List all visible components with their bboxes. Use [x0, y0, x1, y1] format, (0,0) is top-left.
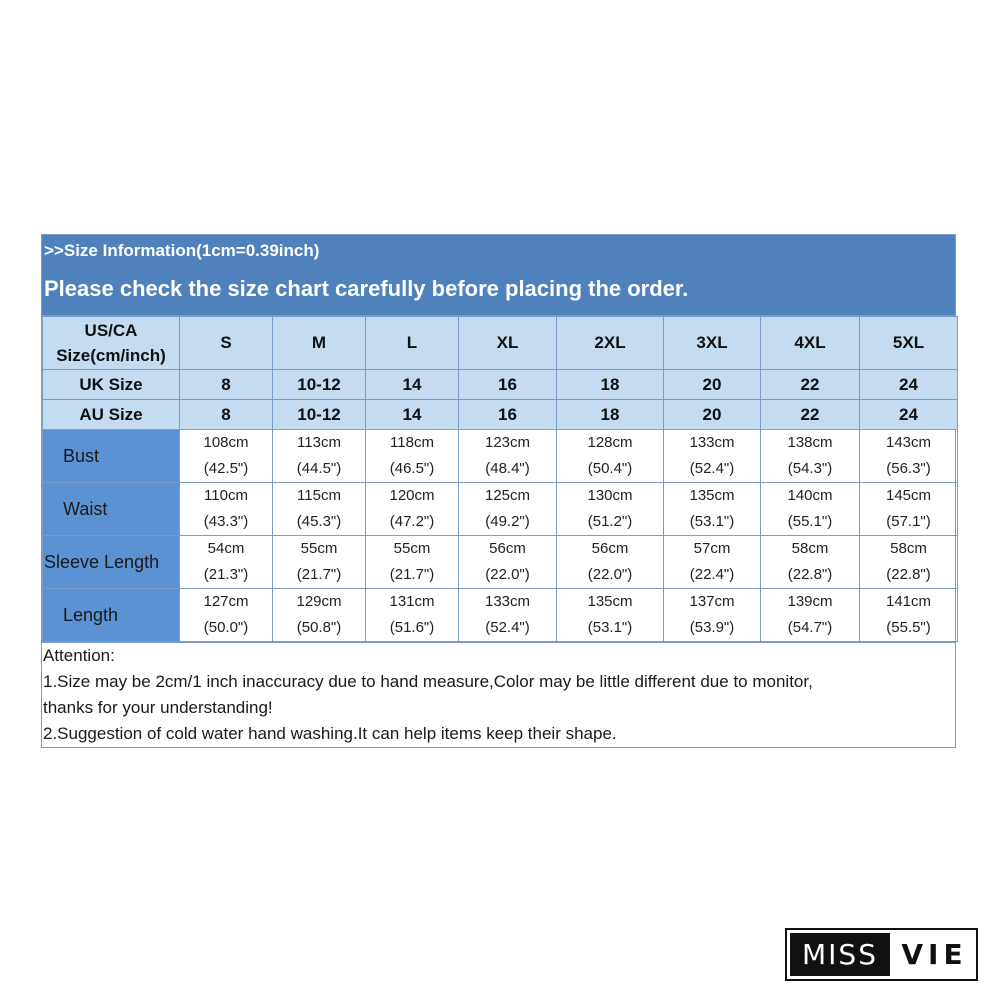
measurement-cell	[180, 430, 273, 483]
au-size-cell: 14	[366, 400, 459, 430]
au-size-cell: 22	[761, 400, 860, 430]
measurement-cell	[860, 589, 958, 642]
cm-value: 145cm	[885, 487, 932, 504]
measurement-cell	[273, 536, 366, 589]
cm-value: 56cm	[489, 540, 526, 557]
inch-value: (54.3")	[787, 460, 833, 477]
cm-value: 57cm	[693, 540, 731, 557]
measurement-cell	[273, 430, 366, 483]
uk-size-cell: 16	[459, 370, 557, 400]
inch-value: (47.2")	[389, 513, 435, 530]
inch-value: (55.5")	[886, 619, 931, 636]
cm-value: 55cm	[393, 540, 431, 557]
size-chart-title: Please check the size chart carefully before placing the order.	[44, 276, 689, 301]
cm-value: 143cm	[885, 434, 932, 451]
cm-value: 133cm	[689, 434, 735, 451]
logo-right-text: VIE	[893, 930, 976, 979]
measurement-cell	[557, 483, 664, 536]
note-line: thanks for your understanding!	[43, 698, 273, 717]
inch-value: (22.4")	[689, 566, 735, 583]
measurement-cell	[664, 589, 761, 642]
inch-value: (45.3")	[296, 513, 342, 530]
inch-value: (48.4")	[485, 460, 530, 477]
inch-value: (52.4")	[689, 460, 735, 477]
uk-size-cell: 14	[366, 370, 459, 400]
inch-value: (46.5")	[389, 460, 435, 477]
cm-value: 54cm	[207, 540, 245, 557]
cm-value: 118cm	[390, 434, 434, 451]
us-size-row	[43, 317, 958, 370]
au-size-cell: 16	[459, 400, 557, 430]
cm-value: 56cm	[591, 540, 629, 557]
size-header-cell: 4XL	[761, 317, 860, 370]
measurement-label: Sleeve Length	[43, 536, 180, 589]
size-info-subtitle: >>Size Information(1cm=0.39inch)	[44, 241, 320, 260]
inch-value: (50.4")	[587, 460, 633, 477]
inch-value: (44.5")	[296, 460, 342, 477]
uk-size-cell: 18	[557, 370, 664, 400]
cm-value: 120cm	[389, 487, 435, 504]
measurement-cell	[761, 430, 860, 483]
measurement-cell	[459, 589, 557, 642]
measurement-row	[43, 430, 958, 483]
size-chart	[41, 234, 956, 748]
inch-value: (53.1")	[587, 619, 633, 636]
measurement-cell	[557, 536, 664, 589]
measurement-cell	[180, 483, 273, 536]
cm-value: 125cm	[484, 487, 531, 504]
uk-size-cell: 10-12	[273, 370, 366, 400]
cm-value: 108cm	[203, 434, 249, 451]
inch-value: (56.3")	[886, 460, 931, 477]
size-header-cell: 2XL	[557, 317, 664, 370]
inch-value: (51.2")	[587, 513, 633, 530]
logo-left-text: MISS	[787, 930, 893, 979]
measurement-cell	[664, 430, 761, 483]
measurement-label: Length	[43, 589, 180, 642]
attention-notes	[42, 642, 955, 747]
cm-value: 139cm	[787, 593, 833, 610]
au-size-cell: 10-12	[273, 400, 366, 430]
measurement-cell	[459, 483, 557, 536]
brand-logo	[785, 928, 978, 981]
cm-value: 133cm	[484, 593, 531, 610]
measurement-row	[43, 536, 958, 589]
cm-value: 127cm	[203, 593, 249, 610]
cm-value: 58cm	[791, 540, 829, 557]
uk-size-cell: 20	[664, 370, 761, 400]
cm-value: 128cm	[587, 434, 633, 451]
cm-value: 113cm	[297, 434, 341, 451]
cm-value: 138cm	[787, 434, 833, 451]
measurement-cell	[761, 483, 860, 536]
size-header-cell: 5XL	[860, 317, 958, 370]
inch-value: (50.8")	[296, 619, 342, 636]
inch-value: (53.9")	[689, 619, 735, 636]
size-header-cell: XL	[459, 317, 557, 370]
uk-size-label: UK Size	[43, 370, 180, 400]
size-header-cell: 3XL	[664, 317, 761, 370]
uk-size-row	[43, 370, 958, 400]
measurement-cell	[366, 536, 459, 589]
inch-value: (53.1")	[689, 513, 735, 530]
notes-heading: Attention:	[43, 646, 115, 665]
cm-value: 115cm	[297, 487, 341, 504]
uk-size-cell: 8	[180, 370, 273, 400]
us-size-label: US/CA Size(cm/inch)	[43, 317, 180, 370]
inch-value: (22.8")	[886, 566, 931, 583]
measurement-cell	[761, 536, 860, 589]
inch-value: (21.7")	[296, 566, 342, 583]
size-header-cell: M	[273, 317, 366, 370]
measurement-row	[43, 589, 958, 642]
cm-value: 140cm	[787, 487, 833, 504]
au-size-cell: 20	[664, 400, 761, 430]
measurement-cell	[273, 483, 366, 536]
size-header-cell: L	[366, 317, 459, 370]
au-size-label: AU Size	[43, 400, 180, 430]
size-table	[42, 316, 958, 642]
cm-value: 141cm	[885, 593, 932, 610]
inch-value: (43.3")	[203, 513, 249, 530]
measurement-cell	[557, 589, 664, 642]
measurement-cell	[860, 430, 958, 483]
cm-value: 135cm	[587, 593, 633, 610]
uk-size-cell: 24	[860, 370, 958, 400]
size-chart-header	[42, 235, 955, 316]
cm-value: 131cm	[389, 593, 435, 610]
cm-value: 110cm	[204, 487, 248, 504]
cm-value: 130cm	[587, 487, 633, 504]
measurement-cell	[860, 483, 958, 536]
size-header-cell: S	[180, 317, 273, 370]
measurement-cell	[860, 536, 958, 589]
note-line: 1.Size may be 2cm/1 inch inaccuracy due to hand measure,Color may be little different due to monitor,	[43, 672, 813, 691]
inch-value: (51.6")	[389, 619, 435, 636]
measurement-cell	[459, 430, 557, 483]
measurement-row	[43, 483, 958, 536]
inch-value: (50.0")	[203, 619, 249, 636]
cm-value: 55cm	[300, 540, 338, 557]
inch-value: (42.5")	[203, 460, 249, 477]
inch-value: (49.2")	[485, 513, 530, 530]
inch-value: (52.4")	[485, 619, 530, 636]
inch-value: (54.7")	[787, 619, 833, 636]
cm-value: 58cm	[890, 540, 927, 557]
inch-value: (21.3")	[203, 566, 249, 583]
measurement-cell	[366, 483, 459, 536]
au-size-cell: 8	[180, 400, 273, 430]
cm-value: 129cm	[296, 593, 342, 610]
inch-value: (22.8")	[787, 566, 833, 583]
note-line: 2.Suggestion of cold water hand washing.It can help items keep their shape.	[43, 724, 617, 743]
measurement-cell	[664, 536, 761, 589]
measurement-cell	[366, 589, 459, 642]
measurement-cell	[761, 589, 860, 642]
measurement-cell	[180, 589, 273, 642]
au-size-cell: 18	[557, 400, 664, 430]
cm-value: 137cm	[689, 593, 735, 610]
measurement-cell	[366, 430, 459, 483]
inch-value: (57.1")	[886, 513, 931, 530]
au-size-row	[43, 400, 958, 430]
inch-value: (22.0")	[587, 566, 633, 583]
cm-value: 135cm	[689, 487, 735, 504]
measurement-cell	[664, 483, 761, 536]
measurement-cell	[180, 536, 273, 589]
au-size-cell: 24	[860, 400, 958, 430]
measurement-cell	[557, 430, 664, 483]
inch-value: (55.1")	[787, 513, 833, 530]
measurement-cell	[273, 589, 366, 642]
cm-value: 123cm	[484, 434, 531, 451]
measurement-cell	[459, 536, 557, 589]
uk-size-cell: 22	[761, 370, 860, 400]
measurement-label: Waist	[43, 483, 180, 536]
inch-value: (21.7")	[389, 566, 435, 583]
inch-value: (22.0")	[485, 566, 530, 583]
measurement-label: Bust	[43, 430, 180, 483]
